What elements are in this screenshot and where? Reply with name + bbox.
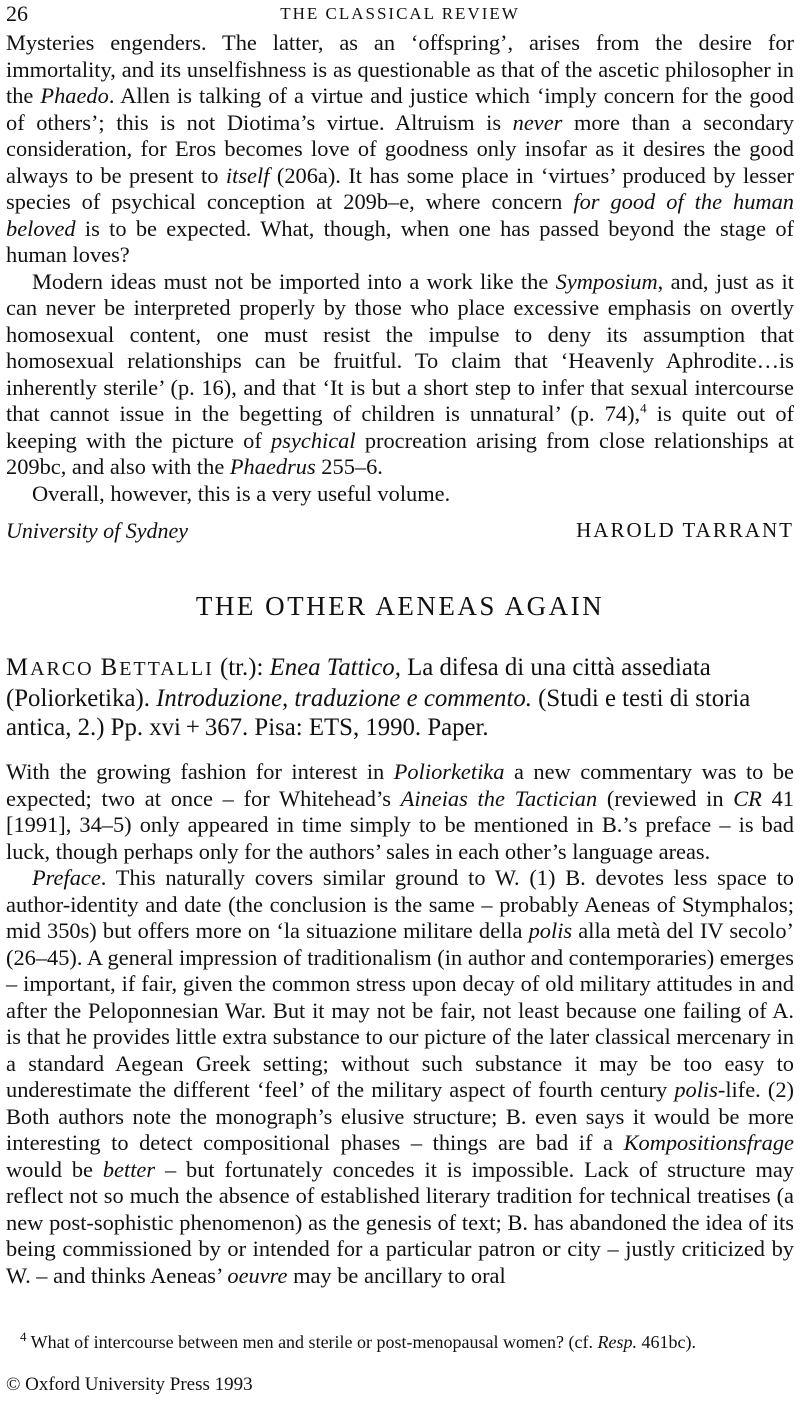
reviewer-affiliation: University of Sydney [6, 518, 189, 543]
italic-run: Aineias the Tactician [400, 785, 598, 811]
text-run: (reviewed in [597, 785, 734, 811]
text-run: La difesa di una città assediata (Poliorketika). [6, 654, 711, 712]
italic-run: polis [674, 1077, 718, 1102]
review2-paragraph-1 [6, 759, 794, 865]
review2-paragraph-2 [6, 865, 794, 1289]
text-run: . Allen is talking of a virtue and justice which ‘imply concern for the good of others’; this is not Diotima’s virtue. Altruism is [6, 83, 794, 135]
italic-run: Phaedo [40, 83, 109, 108]
italic-run: oeuvre [227, 1262, 288, 1288]
review1-paragraph-2 [6, 269, 794, 481]
italic-run: Enea Tattico, [269, 654, 401, 681]
italic-run: Phaedrus [229, 454, 316, 479]
copyright-notice: © Oxford University Press 1993 [6, 1374, 253, 1395]
text-run: is quite out of keeping with the picture of [6, 401, 794, 453]
review1-paragraph-1 [6, 30, 794, 269]
text-run: Overall, however, this is a very useful volume. [32, 480, 451, 506]
italic-run: psychical [271, 427, 356, 453]
small-caps-run: ETTALLI [119, 658, 214, 680]
text-run: , and, just as it can never be interpreted properly by those who place excessive emphasis on overtly homosexual content, one must resist the impulse to deny its assumption that homosexual relationships can be fruitful. To claim that ‘Heavenly Aphrodite…is inherently sterile’ (p. 16), and that ‘It is but a short step to infer that sexual intercourse that cannot issue in the begetting of children is unnatural’ (p. 74), [6, 268, 795, 426]
text-run: 255–6. [315, 454, 383, 479]
italic-run: Kompositionsfrage [623, 1130, 794, 1155]
italic-run: Introduzione, traduzione e commento. [156, 685, 532, 712]
italic-run: better [102, 1156, 156, 1182]
text-run: alla metà del IV secolo’ (26–45). A general impression of traditionalism (in author and contemporaries) emerges – important, if fair, given the common stress upon decay of old military attitudes in and after the Peloponnesian War. But it may not be fair, not least because one failing of A. is that he provides little extra substance to our picture of the later classical mercenary in a standard Aegean Greek setting; without such substance it may be too easy to underestimate the different ‘feel’ of the military aspect of fourth century [6, 918, 794, 1102]
italic-run: Resp. [597, 1332, 637, 1352]
running-head: THE CLASSICAL REVIEW [280, 4, 520, 23]
text-run: What of intercourse between men and sterile or post-menopausal women? (cf. [26, 1332, 598, 1352]
italic-run: itself [225, 162, 270, 188]
text-run: -life. (2) Both authors note the monograph’s elusive structure; B. even says it would be more interesting to detect compositional phases – things are bad if a [6, 1077, 794, 1155]
small-caps-run: M [6, 654, 31, 681]
text-run: 461bc). [636, 1332, 696, 1352]
page-header [6, 0, 794, 30]
book-reference [6, 653, 794, 742]
text-run: Modern ideas must not be imported into a work like the [32, 268, 556, 294]
text-run: more than a secondary consideration, for Eros becomes love of goodness only insofar as it desires the good always to be present to [6, 109, 794, 188]
text-run: may be ancillary to oral [287, 1262, 506, 1288]
article-title: THE OTHER AENEAS AGAIN [195, 591, 605, 621]
reviewer-name: HAROLD TARRANT [576, 518, 794, 542]
text-run: is to be expected. What, though, when one has passed beyond the stage of human loves? [6, 215, 794, 267]
text-run: . This naturally covers similar ground to W. (1) B. devotes less space to author-identity and date (the conclusion is the same – probably Aeneas of Stymphalos; mid 350s) but offers more on ‘la situazione militare della [6, 865, 794, 943]
small-caps-run: B [100, 654, 120, 681]
text-run: 41 [1991], 34–5) only appeared in time simply to be mentioned in B.’s preface – is bad luck, though perhaps only for the authors’ sales in each other’s language areas. [6, 785, 794, 864]
italic-run: polis [528, 918, 573, 943]
text-run: Mysteries engenders. The latter, as an ‘offspring’, arises from the desire for immortality, and its unselfishness is as questionable as that of the ascetic philosopher in the [6, 30, 794, 108]
footnote-marker: 4 [20, 1329, 27, 1344]
text-run: (206a). It has some place in ‘virtues’ produced by lesser species of psychical conception at 209b–e, where concern [6, 162, 794, 214]
italic-run: Preface [32, 865, 101, 890]
text-run: procreation arising from close relationships at 209bc, and also with the [6, 427, 795, 479]
review-signature [6, 518, 794, 544]
review1-paragraph-3 [6, 481, 794, 508]
small-caps-run: ARCO [30, 658, 101, 680]
page-number: 26 [6, 1, 28, 26]
italic-run: Symposium [555, 268, 658, 294]
footnote [6, 1331, 794, 1353]
italic-run: Poliorketika [393, 759, 505, 784]
review-body [6, 759, 794, 1289]
footnote-marker: 4 [640, 400, 647, 416]
italic-run: for good of the human beloved [6, 189, 794, 241]
italic-run: CR [733, 785, 762, 811]
text-run: (Studi e testi di storia antica, 2.) Pp. xvi + 367. Pisa: ETS, 1990. Paper. [6, 685, 751, 741]
text-run: With the growing fashion for interest in [6, 759, 394, 784]
text-run: a new commentary was to be expected; two at once – for Whitehead’s [6, 759, 794, 811]
text-run: (tr.): [213, 654, 270, 681]
review-continuation [6, 30, 794, 544]
journal-page [6, 0, 794, 1396]
text-run: – but fortunately concedes it is impossible. Lack of structure may reflect not so much the absence of established literary tradition for technical treatises (a new post-sophistic phenomenon) as the genesis of text; B. has abandoned the idea of its being commissioned by or intended for a particular patron or city – justly criticized by W. – and thinks Aeneas’ [6, 1156, 794, 1288]
italic-run: never [512, 109, 563, 135]
text-run: would be [6, 1156, 103, 1182]
